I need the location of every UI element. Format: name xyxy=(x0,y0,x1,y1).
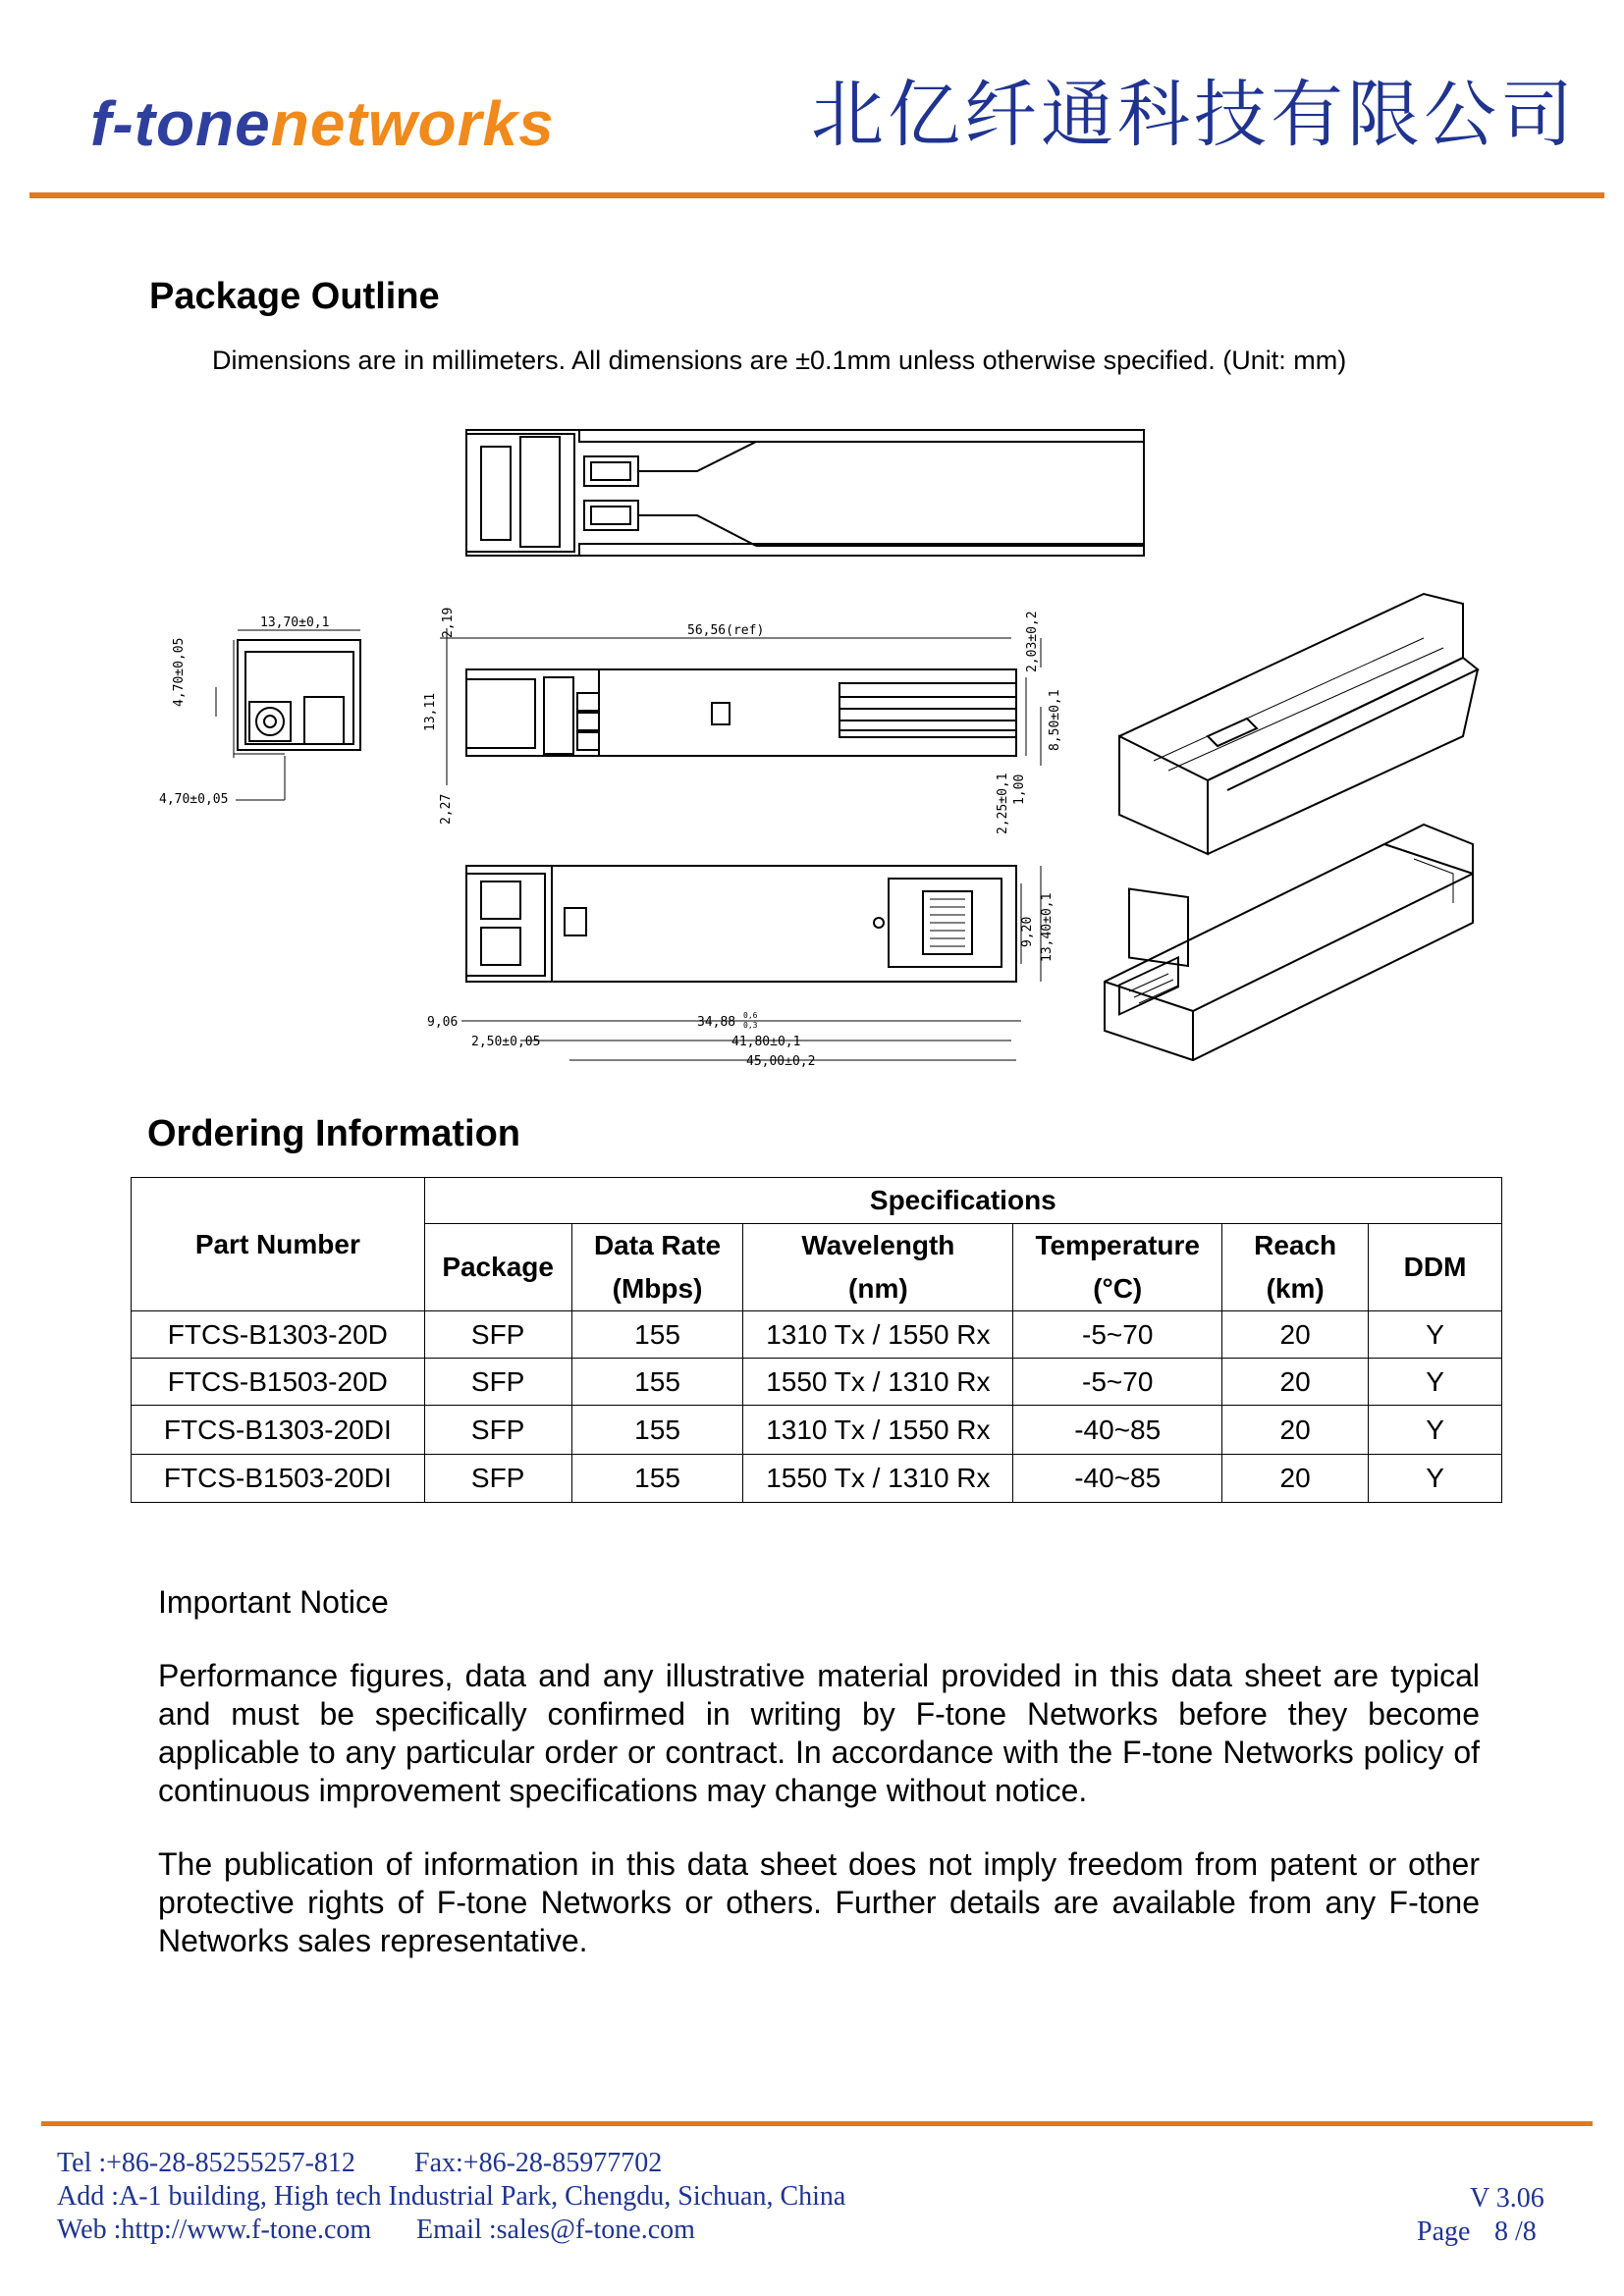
table-row xyxy=(132,1406,1502,1455)
dim-bottom-b-tol-bot: 0,3 xyxy=(743,1021,758,1030)
header-package: Package xyxy=(424,1224,571,1311)
header-data-rate-line2: (Mbps) xyxy=(612,1273,703,1304)
cell-reach: 20 xyxy=(1222,1406,1369,1455)
bottom-view-drawing xyxy=(461,866,1041,1060)
dim-side-top: 2,19 xyxy=(441,607,456,638)
dim-side-length: 56,56(ref) xyxy=(687,623,765,638)
dim-bottom-r1: 9,20 xyxy=(1020,916,1035,947)
cell-wavelength: 1310 Tx / 1550 Rx xyxy=(743,1311,1013,1359)
header-reach-line2: (km) xyxy=(1266,1273,1325,1304)
header-temperature-line1: Temperature xyxy=(1035,1230,1200,1260)
footer-tel: Tel :+86-28-85255257-812 xyxy=(57,2148,355,2178)
footer-divider xyxy=(41,2121,1593,2126)
cell-part: FTCS-B1303-20DI xyxy=(132,1406,425,1455)
footer-web: Web :http://www.f-tone.com xyxy=(57,2215,372,2245)
dim-bottom-b: 34,88 xyxy=(697,1015,736,1030)
cell-wavelength: 1310 Tx / 1550 Rx xyxy=(743,1406,1013,1455)
table-row xyxy=(132,1359,1502,1406)
package-drawing-svg xyxy=(147,412,1502,1080)
ordering-table xyxy=(131,1177,1502,1503)
isometric-view-upper xyxy=(1114,594,1483,966)
logo-text-networks: networks xyxy=(270,88,555,159)
dim-side-r4: 1,00 xyxy=(1012,774,1027,805)
cell-rate: 155 xyxy=(571,1311,743,1359)
header-part-number: Part Number xyxy=(132,1178,425,1311)
header-data-rate-line1: Data Rate xyxy=(593,1230,722,1260)
company-name-chinese: 北亿纤通科技有限公司 xyxy=(811,73,1577,157)
cell-part: FTCS-B1303-20D xyxy=(132,1311,425,1359)
dim-bottom-left: 9,06 xyxy=(427,1015,459,1030)
cell-ddm: Y xyxy=(1369,1311,1502,1359)
cell-ddm: Y xyxy=(1369,1359,1502,1406)
cell-package: SFP xyxy=(424,1406,571,1455)
package-outline-title: Package Outline xyxy=(149,276,440,317)
header-wavelength xyxy=(743,1224,1013,1311)
footer-email: Email :sales@f-tone.com xyxy=(416,2215,695,2245)
cell-temp: -5~70 xyxy=(1013,1311,1222,1359)
dim-bottom-b-tol-top: 0,6 xyxy=(743,1011,758,1020)
notice-title: Important Notice xyxy=(158,1584,389,1620)
cell-part: FTCS-B1503-20DI xyxy=(132,1455,425,1503)
dim-side-r1: 2,03±0,2 xyxy=(1025,611,1040,672)
logo-text-ftone: f-tone xyxy=(90,88,271,159)
dim-bottom-d: 45,00±0,2 xyxy=(746,1054,816,1069)
cell-reach: 20 xyxy=(1222,1359,1369,1406)
footer-page-number: 8 /8 xyxy=(1494,2216,1537,2247)
dim-side-bottom: 2,27 xyxy=(439,793,454,825)
cell-temp: -40~85 xyxy=(1013,1406,1222,1455)
cell-rate: 155 xyxy=(571,1359,743,1406)
dim-front-height: 4,70±0,05 xyxy=(172,637,187,707)
table-row xyxy=(132,1311,1502,1359)
notice-paragraph-2: The publication of information in this data sheet does not imply freedom from patent or other protective rights of F-tone Networks or others. Further details are available from any F-tone Networks sales representative. xyxy=(158,1846,1480,1958)
cell-rate: 155 xyxy=(571,1406,743,1455)
dim-side-r2: 8,50±0,1 xyxy=(1048,689,1062,751)
cell-wavelength: 1550 Tx / 1310 Rx xyxy=(743,1455,1013,1503)
isometric-view-lower xyxy=(1105,825,1473,1060)
cell-package: SFP xyxy=(424,1455,571,1503)
package-outline-subtitle: Dimensions are in millimeters. All dimensions are ±0.1mm unless otherwise specified. (Unit: mm) xyxy=(212,346,1347,375)
notice-paragraph-1: Performance figures, data and any illustrative material provided in this data sheet are typical and must be specifically confirmed in writing by F-tone Networks before they become applicable to any particular order or contract. In accordance with the F-tone Networks policy of continuous improvement specifications may change without notice. xyxy=(158,1658,1480,1808)
dim-side-r3: 2,25±0,1 xyxy=(996,773,1010,834)
dim-bottom-c: 41,80±0,1 xyxy=(731,1035,801,1049)
company-logo xyxy=(90,88,555,159)
cell-package: SFP xyxy=(424,1311,571,1359)
header-wavelength-line1: Wavelength xyxy=(801,1230,955,1260)
cell-part: FTCS-B1503-20D xyxy=(132,1359,425,1406)
dim-front-offset: 4,70±0,05 xyxy=(159,792,229,807)
top-view-drawing xyxy=(466,430,1144,556)
cell-reach: 20 xyxy=(1222,1311,1369,1359)
cell-ddm: Y xyxy=(1369,1406,1502,1455)
header-reach-line1: Reach xyxy=(1254,1230,1337,1260)
header-wavelength-line2: (nm) xyxy=(848,1273,908,1304)
cell-wavelength: 1550 Tx / 1310 Rx xyxy=(743,1359,1013,1406)
dim-front-width: 13,70±0,1 xyxy=(260,615,330,630)
side-view-drawing xyxy=(440,628,1041,785)
footer-page-label: Page xyxy=(1417,2216,1471,2247)
cell-package: SFP xyxy=(424,1359,571,1406)
header-data-rate xyxy=(571,1224,743,1311)
dim-side-height: 13,11 xyxy=(423,692,438,731)
footer-fax: Fax:+86-28-85977702 xyxy=(414,2148,663,2178)
cell-rate: 155 xyxy=(571,1455,743,1503)
header-temperature-line2: (°C) xyxy=(1093,1273,1143,1304)
header-specifications: Specifications xyxy=(424,1178,1501,1224)
header-ddm: DDM xyxy=(1369,1224,1502,1311)
cell-temp: -40~85 xyxy=(1013,1455,1222,1503)
header-divider xyxy=(29,192,1604,198)
cell-reach: 20 xyxy=(1222,1455,1369,1503)
header-reach xyxy=(1222,1224,1369,1311)
footer-version: V 3.06 xyxy=(1470,2183,1544,2214)
ordering-info-title: Ordering Information xyxy=(147,1113,520,1154)
footer-address: Add :A-1 building, High tech Industrial Park, Chengdu, Sichuan, China xyxy=(57,2181,846,2212)
package-drawings xyxy=(147,412,1502,1080)
cell-temp: -5~70 xyxy=(1013,1359,1222,1406)
front-view-drawing xyxy=(216,630,360,800)
header-temperature xyxy=(1013,1224,1222,1311)
dim-bottom-r2: 13,40±0,1 xyxy=(1040,892,1055,962)
dim-bottom-a: 2,50±0,05 xyxy=(471,1035,541,1049)
table-row xyxy=(132,1455,1502,1503)
cell-ddm: Y xyxy=(1369,1455,1502,1503)
